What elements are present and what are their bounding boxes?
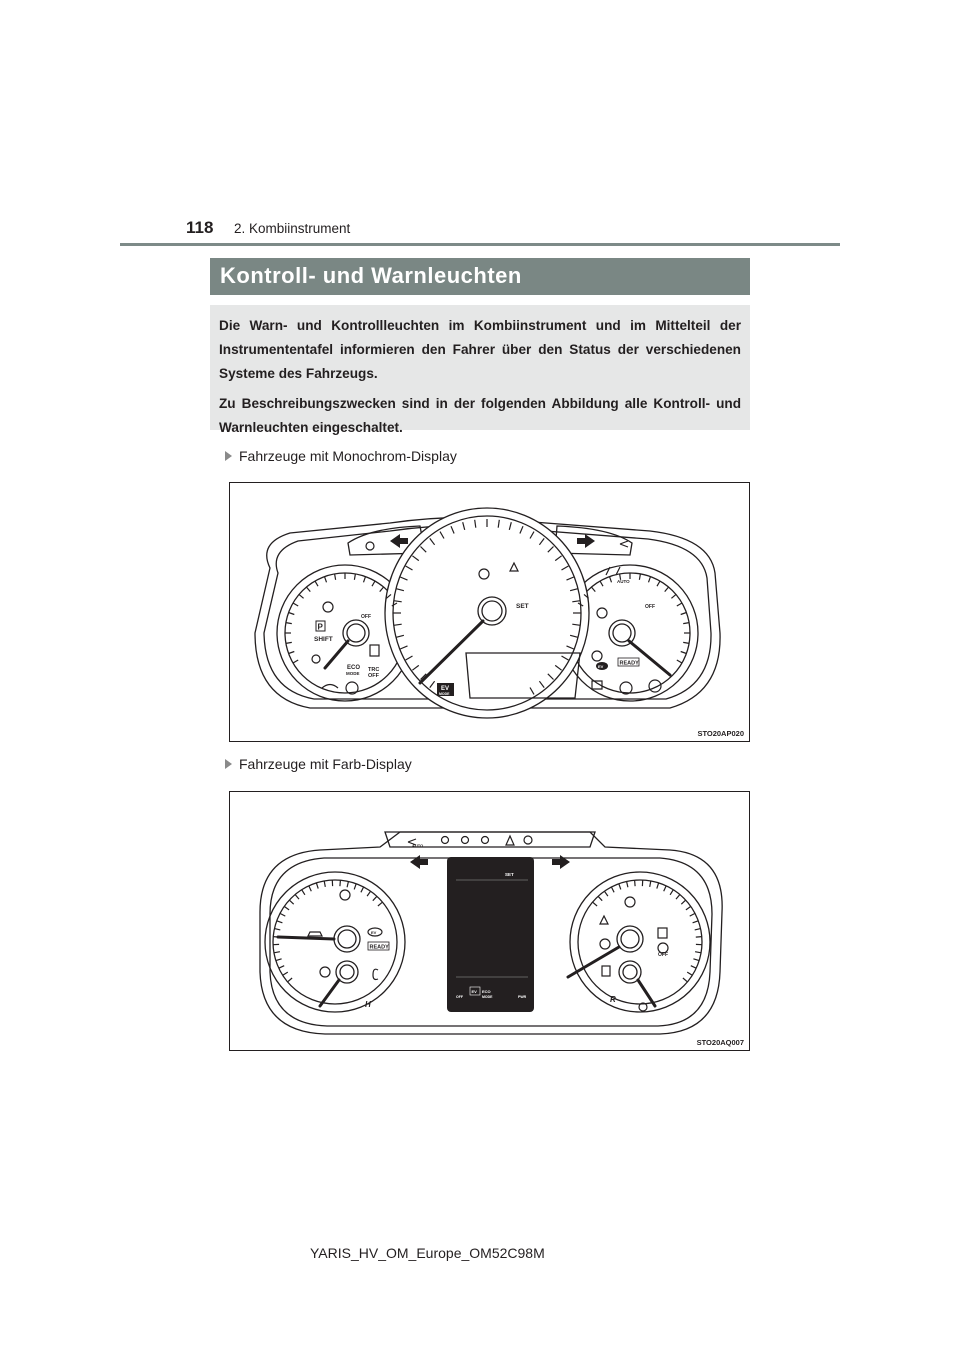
label-trc-off: OFF <box>368 673 379 679</box>
gauge-tick <box>677 603 682 606</box>
gauge-tick <box>683 642 689 643</box>
label-eco-2: ECO <box>482 989 491 994</box>
gauge-tick <box>696 937 702 938</box>
gauge-tick <box>295 895 299 900</box>
gauge-tick <box>695 929 701 930</box>
gauge-tick <box>378 902 383 906</box>
gauge-tick <box>289 900 293 904</box>
label-trc: TRC <box>368 667 380 673</box>
gauge-tick <box>683 978 688 982</box>
gauge-tick <box>276 959 282 961</box>
intro-paragraph-1: Die Warn- und Kontrollleuchten im Kombiinstrument und im Mittelteil der Instrumententafel informieren den Fahrer über den Status der verschiedenen Systeme des Fahrzeugs. <box>219 318 741 381</box>
page-number: 118 <box>186 218 214 237</box>
gauge-tick <box>695 952 701 953</box>
gauge-tick <box>283 972 288 975</box>
label-ev-mode-2: EV <box>471 989 477 994</box>
gauge-tick <box>693 959 699 961</box>
label-auto-2: AUTO <box>412 843 424 848</box>
figure-1-caption <box>225 448 457 464</box>
gauge-tick <box>373 896 377 900</box>
gauge-tick <box>690 913 695 916</box>
label-ev-mode: MODE <box>439 692 450 696</box>
section-title-bar <box>210 258 750 295</box>
gauge-tick <box>619 884 621 890</box>
label-off-3: OFF <box>658 952 668 958</box>
gauge-tick <box>279 966 284 969</box>
gauge-tick <box>657 883 659 889</box>
gauge-tick <box>693 921 699 923</box>
gauge-tick <box>600 581 603 586</box>
label-ready-2: READY <box>369 944 389 951</box>
gauge-tick <box>286 623 292 624</box>
gauge-tick <box>604 891 608 896</box>
gauge-tick <box>340 880 341 886</box>
gauge-tick <box>286 642 292 643</box>
label-ev: EV <box>441 686 450 692</box>
gauge-tick <box>611 887 614 892</box>
gauge-tick <box>275 929 281 930</box>
gauge-tick <box>691 966 696 969</box>
gauge-tick <box>364 577 366 583</box>
figure-1-code: STO20AP020 <box>697 729 744 738</box>
gauge-tick <box>671 594 676 598</box>
gauge-tick <box>354 574 355 580</box>
gauge-tick <box>325 577 327 583</box>
label-pwr: PWR <box>518 995 527 999</box>
label-p: P <box>317 622 323 632</box>
label-set: SET <box>516 603 529 610</box>
gauge-tick <box>354 884 356 890</box>
gauge-tick <box>306 587 310 592</box>
gauge-tick <box>639 574 640 580</box>
gauge-tick <box>284 906 289 910</box>
label-set-2: SET <box>505 872 514 877</box>
gauge-tick <box>686 906 691 910</box>
label-ev-small-2: EV <box>371 930 377 935</box>
gauge-tick <box>302 890 305 895</box>
label-ev-small: EV <box>598 664 604 669</box>
gauge-tick <box>591 587 595 592</box>
gauge-tick <box>288 978 293 982</box>
section-title: Kontroll- und Warnleuchten <box>220 263 522 288</box>
figure-color-cluster <box>229 791 750 1051</box>
gauge-tick <box>280 913 285 916</box>
label-ready: READY <box>619 660 639 667</box>
gauge-tick <box>335 574 336 580</box>
gauge-tick <box>677 660 682 663</box>
gauge-tick <box>676 895 680 900</box>
label-off-2: OFF <box>645 604 655 610</box>
figure-2-caption <box>225 756 412 772</box>
gauge-tick <box>273 937 279 938</box>
label-off-bottom: OFF <box>456 995 463 999</box>
gauge-tick <box>277 921 283 923</box>
figure-1-caption-text: Fahrzeuge mit Monochrom-Display <box>239 448 457 464</box>
gauge-tick <box>299 594 304 598</box>
gauge-tick <box>361 887 364 892</box>
label-auto: AUTO <box>617 579 630 584</box>
gauge-tick <box>664 886 667 891</box>
gauge-tick <box>593 902 598 906</box>
label-r: R <box>610 995 616 1004</box>
figure-2-caption-text: Fahrzeuge mit Farb-Display <box>239 756 412 772</box>
figure-monochrome-cluster <box>229 482 750 742</box>
header-rule <box>120 243 840 246</box>
gauge-tick <box>649 577 651 583</box>
triangle-bullet-icon <box>225 451 232 461</box>
gauge-tick <box>650 881 651 887</box>
gauge-tick <box>687 972 692 975</box>
intro-box <box>210 305 750 435</box>
gauge-tick <box>274 952 280 953</box>
chapter-title: 2. Kombiinstrument <box>234 221 351 236</box>
gauge-tick <box>598 896 602 900</box>
gauge-tick <box>324 881 325 887</box>
gauge-tick <box>670 890 673 895</box>
gauge-tick <box>372 581 375 586</box>
label-h: H <box>365 1000 371 1009</box>
gauge-tick <box>380 587 384 592</box>
footer-doc-id: YARIS_HV_OM_Europe_OM52C98M <box>310 1245 545 1261</box>
label-off-1: OFF <box>361 614 371 620</box>
gauge-tick <box>347 882 348 888</box>
label-shift: SHIFT <box>314 636 333 643</box>
gauge-tick <box>635 880 636 886</box>
gauge-tick <box>610 577 612 583</box>
gauge-tick <box>289 613 295 615</box>
label-eco-mode-2: MODE <box>482 995 493 999</box>
label-eco-mode: MODE <box>346 671 360 676</box>
color-cluster-illustration <box>230 792 749 1050</box>
gauge-tick <box>681 652 687 654</box>
label-eco: ECO <box>347 665 361 671</box>
monochrome-cluster-illustration <box>230 483 749 741</box>
gauge-tick <box>657 581 660 586</box>
intro-paragraph-2: Zu Beschreibungszwecken sind in der folgenden Abbildung alle Kontroll- und Warnleuchten eingeschaltet. <box>219 396 741 435</box>
figure-2-code: STO20AQ007 <box>696 1038 744 1047</box>
gauge-tick <box>665 587 669 592</box>
gauge-tick <box>683 623 689 624</box>
gauge-tick <box>627 882 628 888</box>
gauge-tick <box>367 891 371 896</box>
gauge-tick <box>289 652 295 654</box>
gauge-tick <box>293 603 298 606</box>
gauge-tick <box>293 660 298 663</box>
triangle-bullet-icon <box>225 759 232 769</box>
gauge-tick <box>681 900 685 904</box>
gauge-tick <box>681 613 687 615</box>
gauge-tick <box>309 886 312 891</box>
gauge-tick <box>316 883 318 889</box>
gauge-tick <box>315 581 318 586</box>
